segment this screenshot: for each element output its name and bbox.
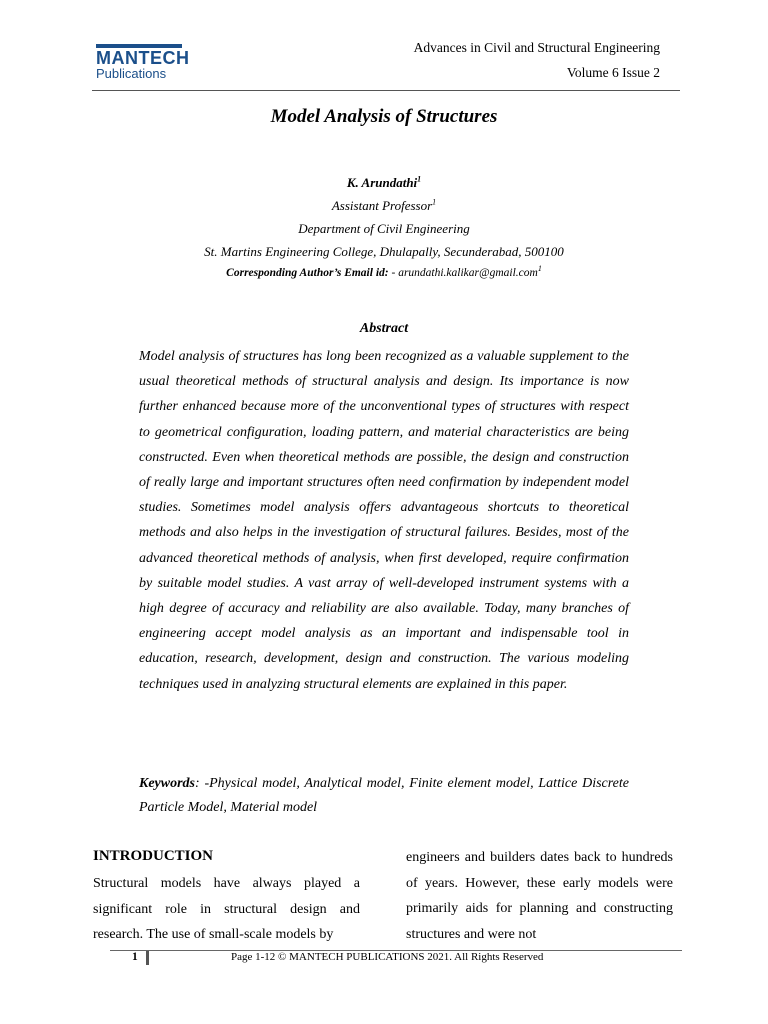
page-number: 1 (132, 951, 138, 963)
publisher-logo (96, 44, 190, 81)
journal-volume: Volume 6 Issue 2 (566, 65, 660, 80)
abstract-heading: Abstract (359, 321, 409, 336)
logo-subtitle: Publications (96, 66, 167, 81)
author-position: Assistant Professor$^1$ (331, 197, 437, 213)
footer-copyright: Page 1-12 © MANTECH PUBLICATIONS 2021. All Rights Reserved (231, 951, 544, 963)
introduction-right-column: engineers and builders dates back to hundreds of years. However, these early models were primarily aids for planning and constructing structures and were not (406, 850, 673, 942)
journal-name: Advances in Civil and Structural Engineering (413, 40, 660, 55)
introduction-left-column: Structural models have always played a significant role in structural design and research. The use of small-scale models by (93, 876, 360, 943)
keywords-text: : -Physical model, Analytical model, Finite element model, Lattice Discrete Particle Model, Material model (139, 776, 629, 815)
paper-title: Model Analysis of Structures (270, 106, 498, 127)
author-email: Corresponding Author’s Email id: - arundathi.kalikar@gmail.com$^1$ (226, 264, 542, 279)
page-number-bar (146, 951, 149, 965)
author-department: Department of Civil Engineering (298, 221, 470, 236)
abstract-text: Model analysis of structures has long been recognized as a valuable supplement to the usual theoretical methods of structural analysis and design. Its importance is now further enhanced because more of the unconventional types of structures with respect to geometrical configuration, loading pattern, and material characteristics are being constructed. Even when theoretical methods are possible, the design and construction of really large and important structures often need confirmation by independent model studies. Sometimes model analysis offers advantageous shortcuts to theoretical methods and also helps in the investigation of structural failures. Besides, most of the advanced theoretical methods of analysis, when first developed, require confirmation by suitable model studies. A vast array of well-developed instrument systems with a high degree of accuracy and reliability are also available. Today, many branches of engineering accept model analysis as an important and indispensable tool in education, research, development, design and construction. The various modeling techniques used in analyzing structural elements are explained in this paper. (139, 349, 629, 692)
keywords (139, 772, 629, 820)
header-divider (92, 90, 680, 91)
logo-title: MANTECH (96, 48, 190, 68)
author-institution: St. Martins Engineering College, Dhulapally, Secunderabad, 500100 (204, 244, 564, 259)
author-name: K. Arundathi$^1$ (346, 174, 422, 190)
keywords-label: Keywords (139, 776, 195, 791)
introduction-heading: INTRODUCTION (93, 848, 214, 864)
